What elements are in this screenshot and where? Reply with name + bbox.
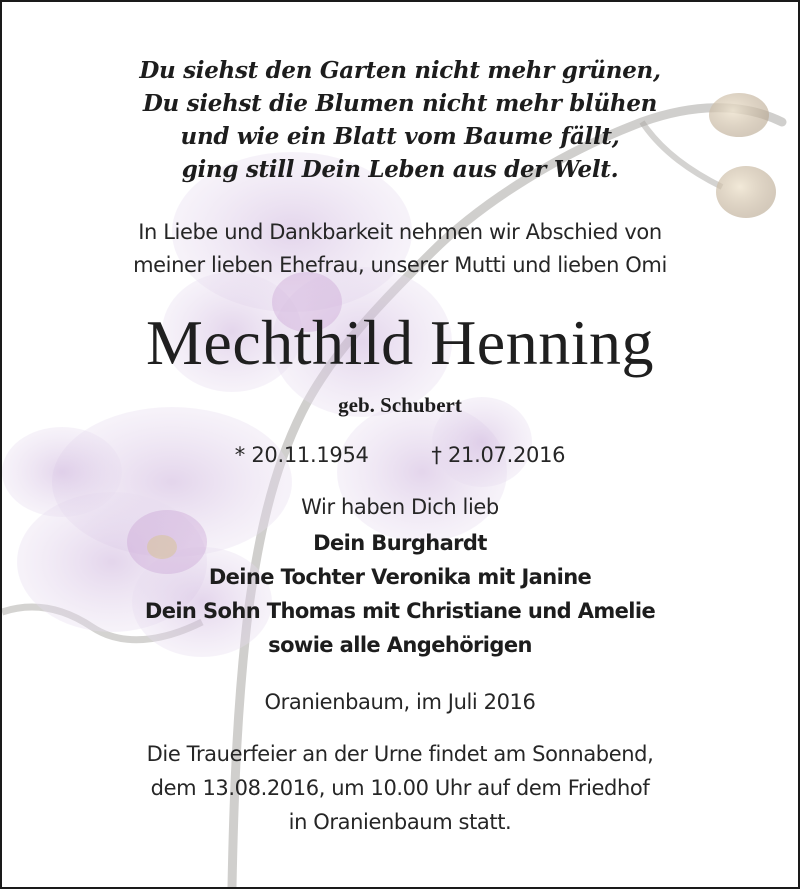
ceremony-line-3: in Oranienbaum statt. [288,810,512,834]
mourner-line-3: Dein Sohn Thomas mit Christiane und Amelie [144,599,656,623]
birth-name: geb. Schubert [338,393,462,417]
mourner-line-4: sowie alle Angehörigen [268,633,532,657]
mourner-line-2: Deine Tochter Veronika mit Janine [208,565,592,589]
poem-line-4: ging still Dein Leben aus der Welt. [181,156,619,183]
mourner-line-1: Dein Burghardt [313,531,487,555]
life-dates [2,443,798,467]
birth-date: * 20.11.1954 [234,443,369,467]
intro-line-1: In Liebe und Dankbarkeit nehmen wir Abschied von [138,220,662,244]
place-date: Oranienbaum, im Juli 2016 [264,690,536,714]
mourners-intro: Wir haben Dich lieb [301,495,499,519]
deceased-name: Mechthild Henning [146,307,654,378]
poem-line-1: Du siehst den Garten nicht mehr grünen, [139,57,661,84]
poem-line-2: Du siehst die Blumen nicht mehr blühen [142,90,658,117]
ceremony-line-1: Die Trauerfeier an der Urne findet am Sonnabend, [146,742,654,766]
death-date: † 21.07.2016 [431,443,566,467]
poem-line-3: und wie ein Blatt vom Baume fällt, [180,123,620,150]
ceremony-line-2: dem 13.08.2016, um 10.00 Uhr auf dem Friedhof [150,776,650,800]
obituary-content [2,2,798,887]
intro-line-2: meiner lieben Ehefrau, unserer Mutti und lieben Omi [133,253,667,277]
